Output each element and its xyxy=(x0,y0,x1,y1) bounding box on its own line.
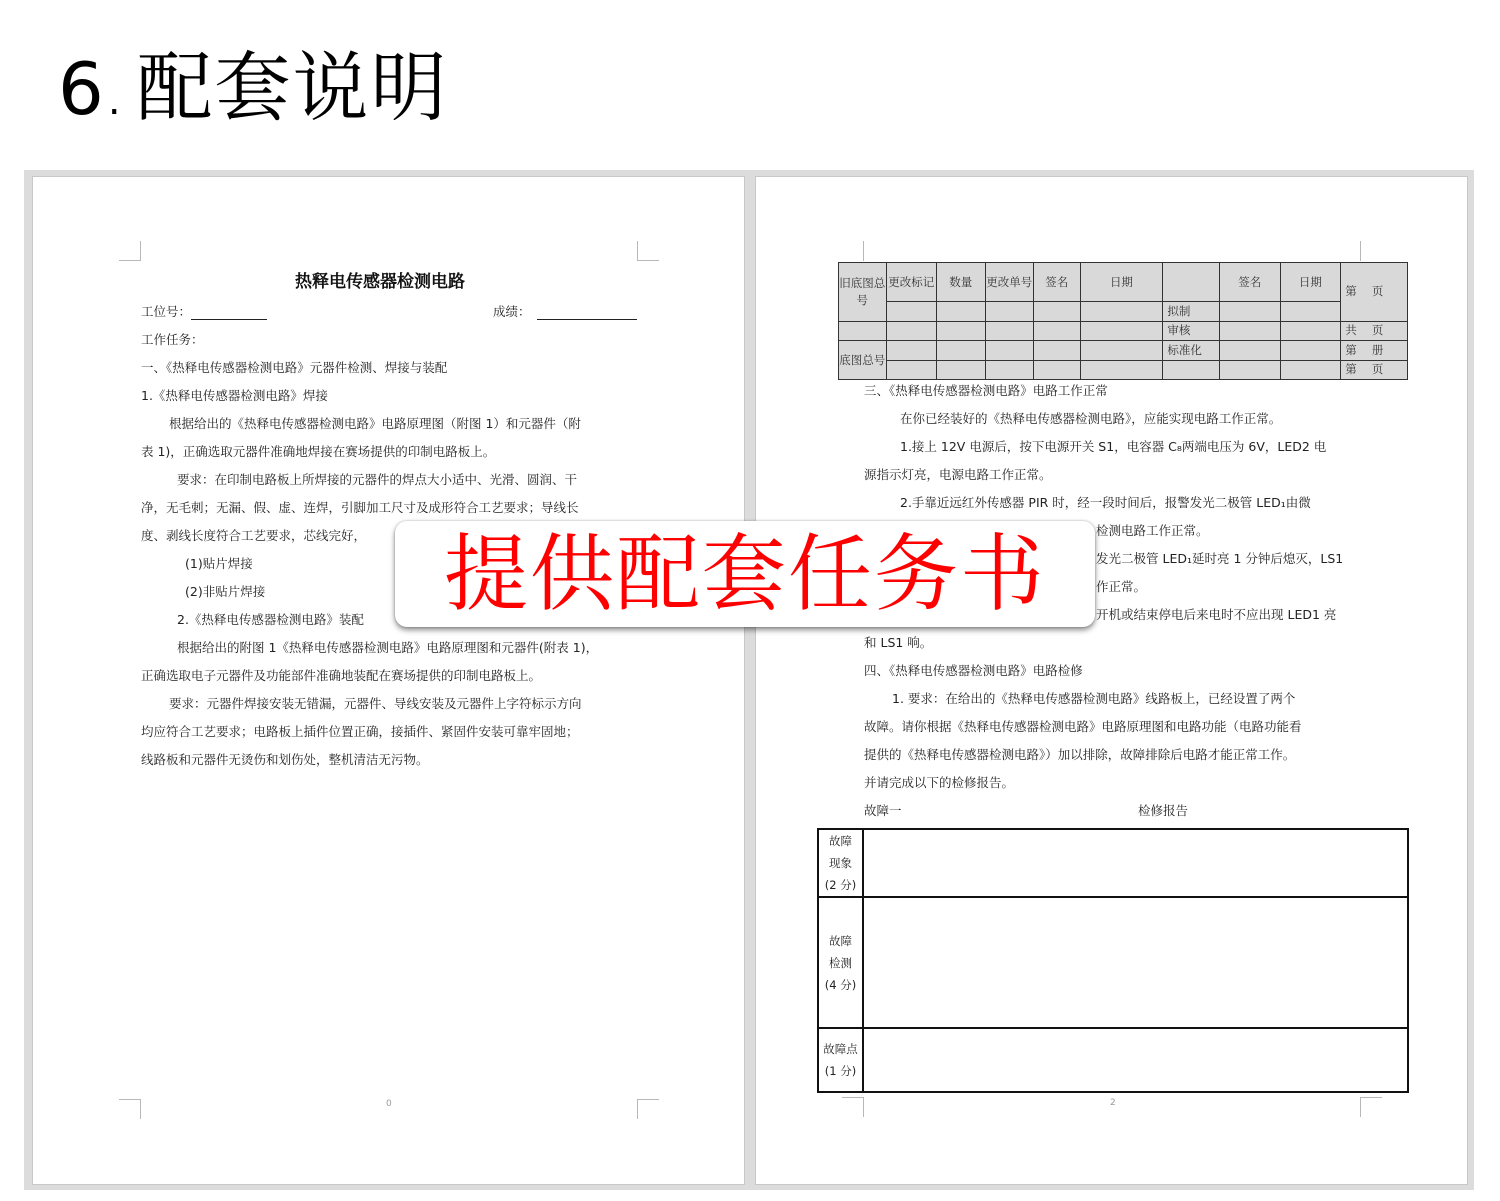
tb-quantity: 数量 xyxy=(937,263,986,302)
station-label: 工位号： xyxy=(141,304,192,319)
tb-cell xyxy=(1080,302,1163,322)
tb-drafted: 拟制 xyxy=(1163,302,1220,322)
margin-mark xyxy=(842,1097,864,1117)
repair-report-table xyxy=(817,828,1409,1093)
margin-mark xyxy=(637,241,659,261)
paragraph-line: 净，无毛刺；无漏、假、虚、连焊，引脚加工尺寸及成形符合工艺要求；导线长 xyxy=(141,500,579,515)
overlay-banner-text: 提供配套任务书 xyxy=(443,525,1046,623)
paragraph-line: 三、《热释电传感器检测电路》电路工作正常 xyxy=(864,383,1108,398)
margin-mark xyxy=(637,1099,659,1119)
paragraph-line: 要求：在印制电路板上所焊接的元器件的焊点大小适中、光滑、圆润、干 xyxy=(177,472,578,487)
tb-cell xyxy=(1280,302,1341,322)
tb-cell xyxy=(985,302,1034,322)
paragraph-line: 线路板和元器件无烫伤和划伤处，整机清洁无污物。 xyxy=(141,752,429,767)
tb-cell xyxy=(1163,360,1220,380)
tb-old-drawing-no: 旧底图总号 xyxy=(839,263,887,322)
margin-mark xyxy=(1360,241,1382,261)
paragraph-line: 根据给出的附图 1《热释电传感器检测电路》电路原理图和元器件(附表 1)， xyxy=(177,640,599,655)
paragraph-line: 并请完成以下的检修报告。 xyxy=(864,775,1015,790)
fault-detection-label: 故障 检测 (4 分) xyxy=(818,897,863,1028)
margin-mark xyxy=(842,241,864,261)
paragraph-line: 2.《热释电传感器检测电路》装配 xyxy=(177,612,364,627)
tb-cell xyxy=(1034,321,1080,341)
paragraph-line: (1)贴片焊接 xyxy=(185,556,253,571)
paragraph-line: 提供的《热释电传感器检测电路》）加以排除，故障排除后电路才能正常工作。 xyxy=(864,747,1296,762)
tb-cell xyxy=(886,341,937,361)
tb-cell xyxy=(1219,302,1280,322)
tb-cell xyxy=(1280,321,1341,341)
paragraph-line: 1.《热释电传感器检测电路》焊接 xyxy=(141,388,328,403)
score-blank xyxy=(537,306,637,320)
tb-date-2: 日期 xyxy=(1280,263,1341,302)
paragraph-line: 2.手靠近远红外传感器 PIR 时，经一段时间后，报警发光二极管 LED₁由微 xyxy=(900,495,1311,510)
tb-standardized: 标准化 xyxy=(1163,341,1220,361)
station-blank xyxy=(191,306,267,320)
margin-mark xyxy=(119,241,141,261)
tb-volume: 第 册 xyxy=(1341,341,1408,361)
paragraph-line: 在你已经装好的《热释电传感器检测电路》，应能实现电路工作正常。 xyxy=(900,411,1282,426)
paragraph-line: 一、《热释电传感器检测电路》元器件检测、焊接与装配 xyxy=(141,360,448,375)
task-label: 工作任务： xyxy=(141,332,204,347)
fault-point-input[interactable] xyxy=(863,1028,1408,1092)
tb-cell xyxy=(1219,341,1280,361)
paragraph-line: 作正常。 xyxy=(1096,579,1147,594)
paragraph-line: 根据给出的《热释电传感器检测电路》电路原理图（附图 1）和元器件（附 xyxy=(169,416,581,431)
fault-detection-input[interactable] xyxy=(863,897,1408,1028)
paragraph-line: (2)非贴片焊接 xyxy=(185,584,266,599)
fault-phenomenon-input[interactable] xyxy=(863,829,1408,897)
tb-cell xyxy=(937,341,986,361)
tb-cell xyxy=(1280,341,1341,361)
overlay-banner xyxy=(395,521,1095,627)
tb-cell xyxy=(1280,360,1341,380)
tb-cell xyxy=(886,321,937,341)
paragraph-line: 故障。请你根据《热释电传感器检测电路》电路原理图和电路功能（电路功能看 xyxy=(864,719,1302,734)
tb-signature-2: 签名 xyxy=(1219,263,1280,302)
paragraph-line: 四、《热释电传感器检测电路》电路检修 xyxy=(864,663,1083,678)
paragraph-line: 发光二极管 LED₁延时亮 1 分钟后熄灭，LS1 xyxy=(1096,551,1344,566)
margin-mark xyxy=(1360,1097,1382,1117)
tb-reviewed: 审核 xyxy=(1163,321,1220,341)
tb-cell xyxy=(1219,321,1280,341)
tb-cell xyxy=(985,321,1034,341)
margin-mark xyxy=(119,1099,141,1119)
score-field xyxy=(493,298,637,326)
station-field xyxy=(141,298,267,326)
tb-cell xyxy=(1080,321,1163,341)
paragraph-line: 检测电路工作正常。 xyxy=(1096,523,1209,538)
paragraph-line: 和 LS1 响。 xyxy=(864,635,933,650)
tb-cell xyxy=(1034,302,1080,322)
document-page-2 xyxy=(755,176,1468,1185)
tb-signature: 签名 xyxy=(1034,263,1080,302)
paragraph-line: 均应符合工艺要求；电路板上插件位置正确，接插件、紧固件安装可靠牢固地； xyxy=(141,724,579,739)
tb-cell xyxy=(1080,341,1163,361)
tb-page-of-2: 第 页 xyxy=(1341,360,1408,380)
fault-one-label: 故障一 xyxy=(864,803,902,818)
tb-cell xyxy=(839,321,887,341)
section-number: 6 xyxy=(58,47,106,131)
tb-total-pages: 共 页 xyxy=(1341,321,1408,341)
fault-point-label: 故障点 (1 分) xyxy=(818,1028,863,1092)
paragraph-line: 开机或结束停电后来电时不应出现 LED1 亮 xyxy=(1096,607,1337,622)
tb-cell xyxy=(886,302,937,322)
report-label: 检修报告 xyxy=(1138,803,1189,818)
tb-cell xyxy=(1219,360,1280,380)
tb-page-of: 第 页 xyxy=(1341,263,1408,322)
tb-cell xyxy=(1034,341,1080,361)
tb-cell xyxy=(985,341,1034,361)
section-heading xyxy=(58,40,449,149)
document-title: 热释电传感器检测电路 xyxy=(295,272,465,292)
page-number: 0 xyxy=(386,1099,392,1109)
tb-change-mark: 更改标记 xyxy=(886,263,937,302)
tb-date: 日期 xyxy=(1080,263,1163,302)
title-block-table xyxy=(838,262,1408,380)
paragraph-line: 1.接上 12V 电源后，按下电源开关 S1，电容器 C₈两端电压为 6V，LED2 电 xyxy=(900,439,1327,454)
section-dot: . xyxy=(107,78,123,124)
section-title: 配套说明 xyxy=(136,43,449,132)
tb-empty xyxy=(1163,263,1220,302)
tb-cell xyxy=(937,321,986,341)
paragraph-line: 度、剥线长度符合工艺要求，芯线完好， xyxy=(141,528,367,543)
score-label: 成绩： xyxy=(493,304,531,319)
page-number: 2 xyxy=(1110,1098,1116,1108)
paragraph-line: 1. 要求：在给出的《热释电传感器检测电路》线路板上，已经设置了两个 xyxy=(892,691,1296,706)
paragraph-line: 源指示灯亮，电源电路工作正常。 xyxy=(864,467,1052,482)
tb-cell xyxy=(937,302,986,322)
paragraph-line: 表 1)，正确选取元器件准确地焊接在赛场提供的印制电路板上。 xyxy=(141,444,496,459)
paragraph-line: 正确选取电子元器件及功能部件准确地装配在赛场提供的印制电路板上。 xyxy=(141,668,542,683)
fault-phenomenon-label: 故障 现象 (2 分) xyxy=(818,829,863,897)
tb-change-no: 更改单号 xyxy=(985,263,1034,302)
paragraph-line: 要求：元器件焊接安装无错漏，元器件、导线安装及元器件上字符标示方向 xyxy=(169,696,582,711)
document-page-1 xyxy=(32,176,745,1185)
tb-base-drawing-no: 底图总号 xyxy=(839,341,887,380)
